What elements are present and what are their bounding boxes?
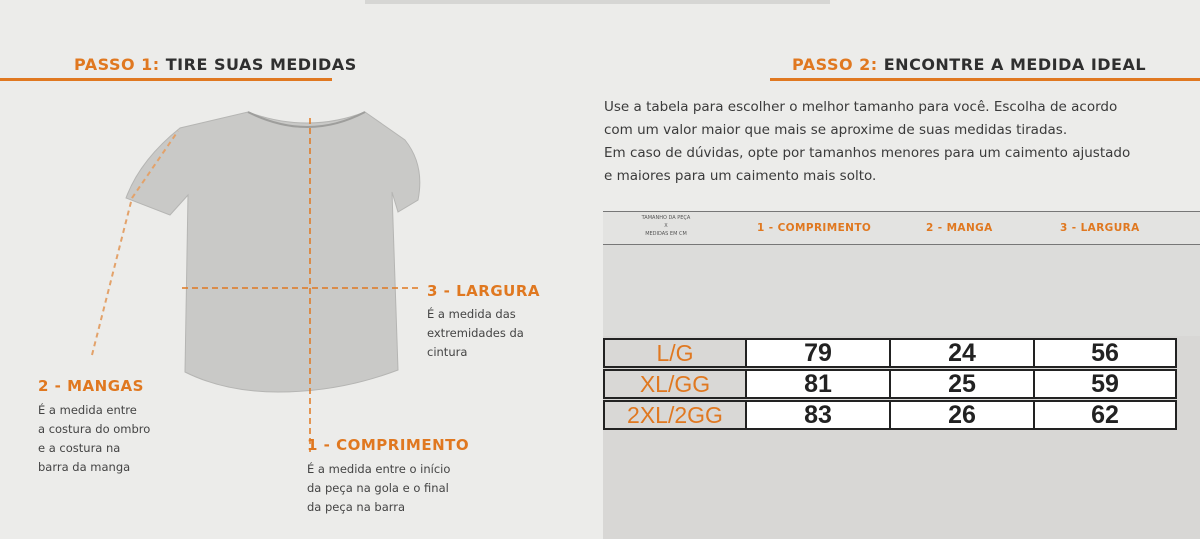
mangas-desc-line: barra da manga bbox=[38, 460, 131, 474]
comprimento-title: 1 - COMPRIMENTO bbox=[307, 436, 470, 454]
mangas-desc bbox=[38, 401, 150, 477]
intro-line: e maiores para um caimento mais solto. bbox=[604, 168, 877, 184]
table-empty-area bbox=[603, 244, 1200, 336]
intro-line: com um valor maior que mais se aproxime de suas medidas tiradas. bbox=[604, 122, 1068, 138]
comprimento-cell: 83 bbox=[745, 400, 889, 430]
comprimento-desc bbox=[307, 460, 450, 517]
header-manga: 2 - MANGA bbox=[926, 222, 993, 234]
table-row bbox=[603, 369, 1179, 399]
table-row bbox=[603, 400, 1179, 430]
comprimento-cell: 79 bbox=[745, 338, 889, 368]
size-cell: L/G bbox=[603, 338, 745, 368]
mangas-desc-line: É a medida entre bbox=[38, 403, 137, 417]
largura-desc-line: extremidades da bbox=[427, 326, 524, 340]
comprimento-desc-line: da peça na gola e o final bbox=[307, 481, 449, 495]
step1-title: TIRE SUAS MEDIDAS bbox=[165, 55, 357, 74]
comprimento-desc-line: É a medida entre o início bbox=[307, 462, 451, 476]
comprimento-desc-line: da peça na barra bbox=[307, 500, 406, 514]
mangas-title: 2 - MANGAS bbox=[38, 377, 144, 395]
manga-cell: 26 bbox=[889, 400, 1033, 430]
manga-cell: 25 bbox=[889, 369, 1033, 399]
size-cell: XL/GG bbox=[603, 369, 745, 399]
size-cell: 2XL/2GG bbox=[603, 400, 745, 430]
step2-prefix: PASSO 2: bbox=[792, 55, 878, 74]
corner-line: MEDIDAS EM CM bbox=[645, 231, 687, 237]
tshirt-icon bbox=[126, 112, 420, 392]
header-comprimento: 1 - COMPRIMENTO bbox=[757, 222, 872, 234]
table-row bbox=[603, 338, 1179, 368]
mangas-desc-line: a costura do ombro bbox=[38, 422, 151, 436]
intro-line: Use a tabela para escolher o melhor tamanho para você. Escolha de acordo bbox=[604, 99, 1118, 115]
manga-cell: 24 bbox=[889, 338, 1033, 368]
step2-title: ENCONTRE A MEDIDA IDEAL bbox=[883, 55, 1147, 74]
largura-desc bbox=[427, 305, 524, 362]
largura-title: 3 - LARGURA bbox=[427, 282, 540, 300]
step1-prefix: PASSO 1: bbox=[74, 55, 160, 74]
largura-cell: 59 bbox=[1033, 369, 1177, 399]
intro-line: Em caso de dúvidas, opte por tamanhos menores para um caimento ajustado bbox=[604, 145, 1131, 161]
step2-heading bbox=[792, 55, 1146, 74]
table-corner-label bbox=[621, 214, 711, 238]
largura-desc-line: É a medida das bbox=[427, 307, 516, 321]
mangas-desc-line: e a costura na bbox=[38, 441, 121, 455]
corner-line: TAMANHO DA PEÇA bbox=[641, 215, 691, 221]
largura-desc-line: cintura bbox=[427, 345, 468, 359]
corner-line: X bbox=[664, 223, 668, 229]
intro-text bbox=[604, 96, 1164, 188]
size-table-header bbox=[603, 211, 1200, 245]
largura-cell: 56 bbox=[1033, 338, 1177, 368]
step2-underline bbox=[770, 78, 1200, 81]
largura-cell: 62 bbox=[1033, 400, 1177, 430]
header-largura: 3 - LARGURA bbox=[1060, 222, 1140, 234]
comprimento-cell: 81 bbox=[745, 369, 889, 399]
